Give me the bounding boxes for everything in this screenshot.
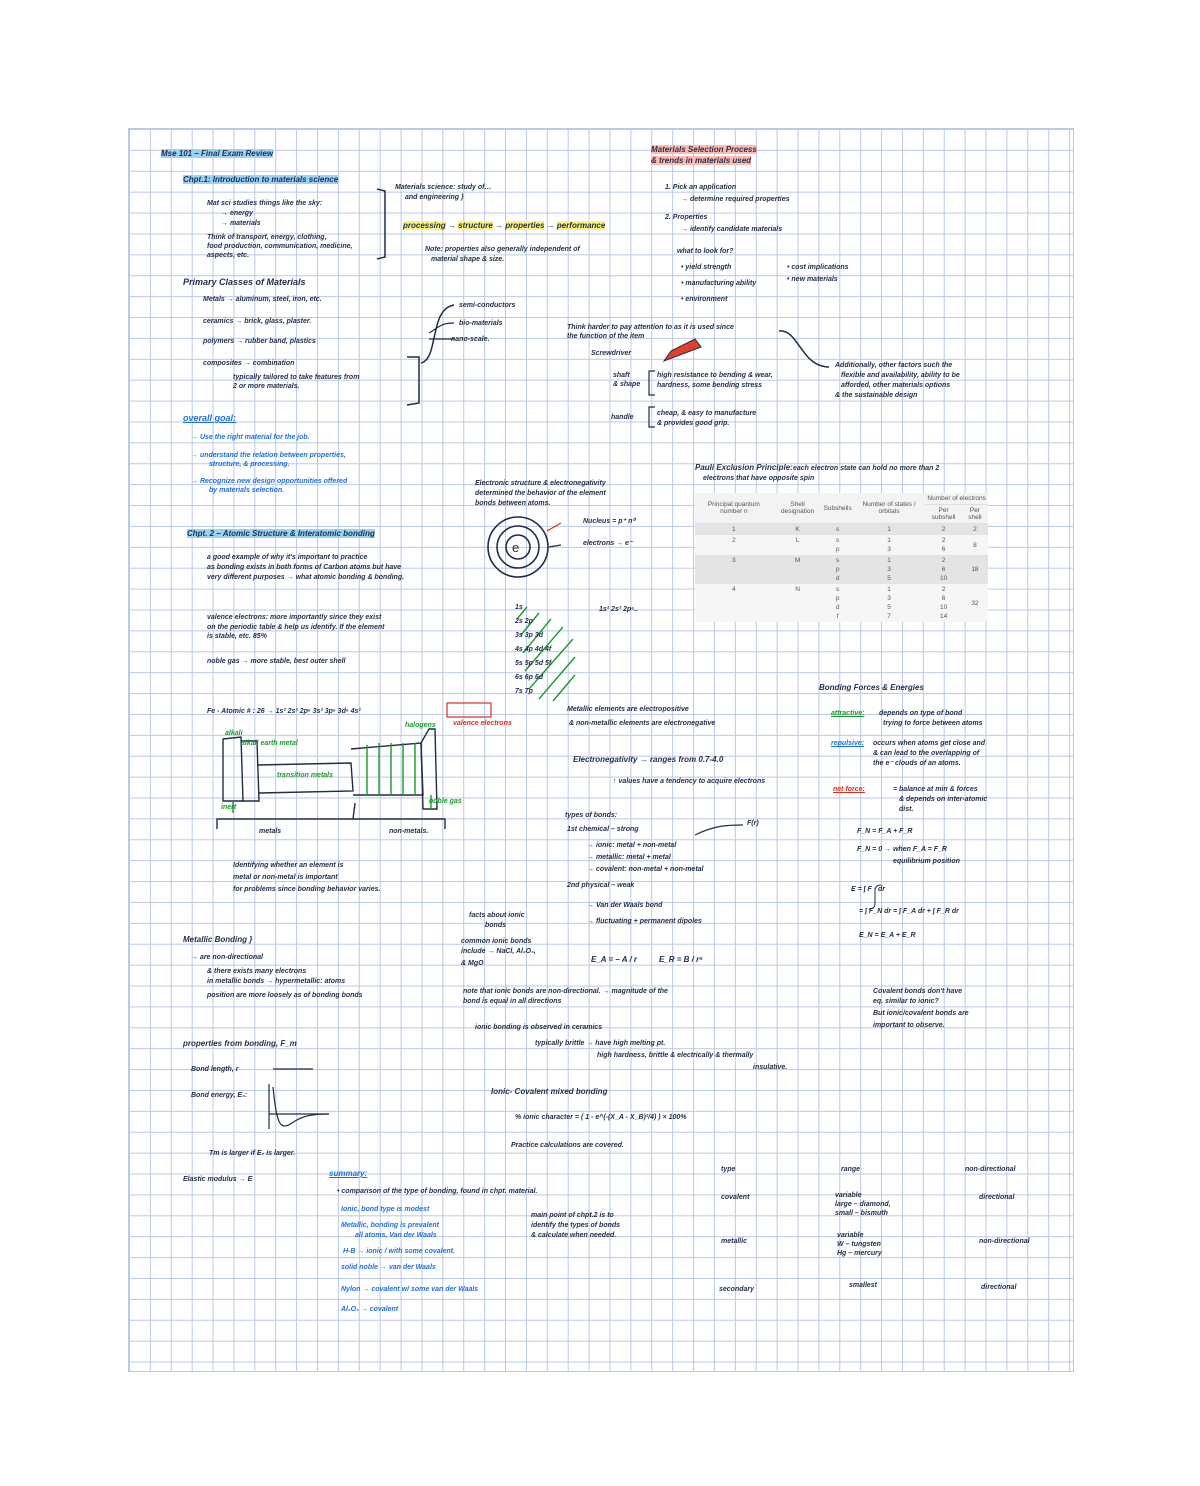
bond-energy-label: Bond energy, E₀: [191, 1092, 248, 1099]
identify-text: for problems since bonding behavior varies. [233, 886, 381, 893]
table-cell: 1 [853, 524, 926, 536]
screwdriver-label: Screwdriver [591, 350, 632, 357]
table-cell: 2 6 10 [925, 555, 962, 584]
chapter2-text: valence electrons: more importantly since they exist [207, 614, 382, 621]
periodic-label: noble gas [429, 798, 462, 805]
bond-table-cell: variable W – tungsten Hg – mercury [837, 1232, 882, 1257]
table-cell: s [823, 524, 853, 536]
primary-bond-item: → covalent: non-metal + non-metal [587, 866, 704, 873]
table-cell: 8 [962, 535, 988, 555]
selection-bullet: • environment [681, 296, 728, 303]
bond-table-header: type [721, 1166, 736, 1173]
properties-heading: properties from bonding, F_m [183, 1039, 297, 1048]
handle-text: cheap, & easy to manufacture [657, 410, 757, 417]
table-cell: 1 [695, 524, 773, 536]
electroneg-title: Electronegativity → ranges from 0.7-4.0 [573, 755, 724, 764]
table-cell: K [773, 524, 823, 536]
bond-energy-curve [269, 1069, 329, 1129]
table-row [695, 555, 988, 584]
periodic-label: alkali [225, 730, 243, 737]
summary-intro: • comparison of the type of bonding, found in chpt. material. [337, 1188, 538, 1195]
screwdriver-note: afforded, other materials options [841, 382, 951, 389]
chapter2-text: very different purposes → what atomic bonding & bonding. [207, 574, 405, 581]
selection-heading: Materials Selection Process [651, 145, 757, 154]
force-equation: equilibrium position [893, 858, 960, 865]
orbital-row: 5s 5p 5d 5f [515, 660, 552, 667]
primary-bond-item: → ionic: metal + non-metal [587, 842, 677, 849]
covalent-note: But ionic/covalent bonds are [873, 1010, 969, 1017]
periodic-label: transition metals [277, 772, 334, 779]
nondirectional-note: bond is equal in all directions [463, 998, 562, 1005]
repulsive-text: occurs when atoms get close and [873, 740, 986, 747]
attractive-label: attractive: [831, 710, 865, 717]
valence-label: valence electrons [453, 720, 512, 727]
class-item: composites → combination [203, 360, 295, 367]
note-line: Note: properties also generally independent of [425, 246, 580, 253]
metallic-line: & there exists many electrons [207, 968, 307, 975]
bond-table-cell: directional [981, 1284, 1017, 1291]
chapter2-text: a good example of why it's important to practice [207, 554, 368, 561]
secondary-bond-item: → Van der Waals bond [587, 902, 663, 909]
atom-config: 1s² 2s² 2p⁶.. [599, 606, 639, 613]
attractive-text: depends on type of bond [879, 710, 963, 717]
orbital-row: 6s 6p 6d [515, 674, 544, 681]
goal-item: → Use the right material for the job. [191, 434, 310, 441]
mixed-bonding-equation: % ionic character = ( 1 - e^(-(X_A - X_B)²/4) ) × 100% [515, 1114, 687, 1121]
class-item: typically tailored to take features from [233, 374, 360, 381]
net-force-text: = balance at min & forces [893, 786, 978, 793]
metallic-line: → are non-directional [191, 954, 263, 961]
goal-item: structure, & processing. [209, 461, 290, 468]
atom-caption: bonds between atoms. [475, 500, 551, 507]
table-cell: 1 3 5 [853, 555, 926, 584]
force-equation: F_N = 0 → when F_A = F_R [857, 846, 947, 853]
energy-equation: = ∫ F_N dr = ∫ F_A dr + ∫ F_R dr [859, 908, 959, 915]
class-item: Metals → aluminum, steel, iron, etc. [203, 296, 322, 303]
electroneg-line: Metallic elements are electropositive [567, 706, 689, 713]
elastic-modulus: Elastic modulus → E [183, 1176, 253, 1183]
grid-paper-sheet [128, 128, 1074, 1372]
table-cell: 2 6 10 14 [925, 584, 962, 622]
bond-table-header: non-directional [965, 1166, 1016, 1173]
table-cell: 4 [695, 584, 773, 622]
repulsive-text: & can lead to the overlapping of [873, 750, 980, 757]
summary-item: all atoms, Van der Waals [355, 1232, 437, 1239]
shaft-label: & shape [613, 381, 641, 388]
repulsive-label: repulsive: [831, 740, 865, 747]
pauli-col-header: Per shell [962, 505, 988, 524]
bond-table-cell: secondary [719, 1286, 755, 1293]
orbital-row: 3s 3p 3d [515, 632, 544, 639]
repulsive-energy: E_R = B / rⁿ [659, 955, 703, 964]
summary-side: main point of chpt.2 is to [531, 1212, 614, 1219]
handle-text: & provides good grip. [657, 420, 730, 427]
repulsive-text: the e⁻ clouds of an atoms. [873, 760, 961, 767]
force-equation: F_N = F_A + F_R [857, 828, 913, 835]
table-cell: s p [823, 535, 853, 555]
summary-item: H-B → ionic / with some covalent. [343, 1248, 456, 1255]
page-title: Mse 101 – Final Exam Review [161, 149, 274, 158]
summary-side: & calculate when needed. [531, 1232, 617, 1239]
periodic-label: inert [221, 804, 237, 811]
table-cell: 1 3 5 7 [853, 584, 926, 622]
table-cell: L [773, 535, 823, 555]
chapter2-text: as bonding exists in both forms of Carbon atoms but have [207, 564, 402, 571]
table-cell: s p d f [823, 584, 853, 622]
melting-note: Tm is larger if E₀ is larger. [209, 1150, 296, 1157]
definition-line: and engineering } [405, 194, 464, 201]
net-force-text: & depends on inter-atomic [899, 796, 988, 803]
svg-text:e: e [512, 540, 520, 555]
note-line: material shape & size. [431, 256, 505, 263]
bond-table-cell: covalent [721, 1194, 750, 1201]
bond-table-cell: non-directional [979, 1238, 1030, 1245]
bond-table-cell: variable large – diamond, small – bismuth [835, 1192, 891, 1217]
chapter2-heading: Chpt. 2 – Atomic Structure & Interatomic bonding [187, 529, 375, 538]
section1-line: food production, communication, medicine, [207, 243, 353, 250]
periodic-label: halogens [405, 722, 436, 729]
class-item: 2 or more materials. [233, 383, 300, 390]
shaft-text: hardness, some bending stress [657, 382, 763, 389]
pauli-col-header: Subshells [823, 493, 853, 524]
section1-line: → energy [221, 210, 253, 217]
summary-item: Al₂O₃ → covalent [341, 1306, 399, 1313]
table-cell: 2 [925, 524, 962, 536]
table-cell: 2 [962, 524, 988, 536]
pauli-col-header: Principal quantum number n [695, 493, 773, 524]
pauli-table [695, 493, 988, 622]
summary-item: Nylon → covalent w/ some van der Waals [341, 1286, 479, 1293]
bond-types-heading: types of bonds: [565, 812, 618, 819]
branch-item: nano-scale. [451, 336, 490, 343]
selection-step: 2. Properties [665, 214, 708, 221]
chapter2-text: is stable, etc. 85% [207, 633, 267, 640]
ionic-example: include → NaCl, Al₂O₃, [461, 948, 536, 955]
bond-table-cell: metallic [721, 1238, 748, 1245]
summary-item: Ionic, bond type is modest [341, 1206, 430, 1213]
identify-text: metal or non-metal is important [233, 874, 338, 881]
electron-label: electrons → e⁻ [583, 540, 633, 547]
screwdriver-intro: the function of the item [567, 333, 645, 340]
class-item: polymers → rubber band, plastics [203, 338, 316, 345]
selection-step: → determine required properties [681, 196, 790, 203]
definition-line: Materials science: study of… [395, 184, 492, 191]
table-row [695, 584, 988, 622]
nonmetals-label: non-metals. [389, 828, 429, 835]
ionic-facts-heading: bonds [485, 922, 506, 929]
metallic-heading: Metallic Bonding } [183, 935, 253, 944]
selection-step: 1. Pick an application [665, 184, 737, 191]
metals-label: metals [259, 828, 282, 835]
screwdriver-note: Additionally, other factors such the [835, 362, 953, 369]
chapter2-text: noble gas → more stable, best outer shell [207, 658, 346, 665]
table-cell: s p d [823, 555, 853, 584]
class-item: ceramics → brick, glass, plaster. [203, 318, 312, 325]
summary-item: solid noble → van der Waals [341, 1264, 436, 1271]
net-force-label: net force: [833, 786, 865, 793]
summary-item: Metallic, bonding is prevalent [341, 1222, 440, 1229]
table-cell: 1 3 [853, 535, 926, 555]
pauli-col-header: Shell designation [773, 493, 823, 524]
covalent-note: Covalent bonds don't have [873, 988, 963, 995]
selection-bullet: • new materials [787, 276, 838, 283]
table-cell: 3 [695, 555, 773, 584]
secondary-bonds: 2nd physical – weak [567, 882, 635, 889]
pauli-heading: Pauli Exclusion Principle: [695, 463, 793, 472]
section1-line: → materials [221, 220, 261, 227]
selection-bullet: • yield strength [681, 264, 732, 271]
electroneg-sub: ↑ values have a tendency to acquire electrons [613, 778, 766, 785]
overall-goal-heading: overall goal: [183, 413, 237, 423]
pauli-col-header: Per subshell [925, 505, 962, 524]
tetrahedron-chain: processing → structure → properties → performance [403, 221, 606, 230]
screwdriver-note: flexible and availability, ability to be [841, 372, 960, 379]
selection-step: → identify candidate materials [681, 226, 783, 233]
shaft-text: high resistance to bending & wear, [657, 372, 773, 379]
selection-bullet: • manufacturing ability [681, 280, 757, 287]
energy-equation: E = ∫ F · dr [851, 886, 886, 893]
brittle-note: typically brittle → have high melting pt. [535, 1040, 666, 1047]
practice-note: Practice calculations are covered. [511, 1142, 624, 1149]
bond-length-label: Bond length, r [191, 1066, 239, 1073]
chapter1-heading: Chpt.1: Introduction to materials science [183, 175, 339, 184]
goal-item: → Recognize new design opportunities offered [191, 478, 348, 485]
section1-line: Think of transport, energy, clothing, [207, 234, 327, 241]
orbital-row: 7s 7p [515, 688, 533, 695]
insulative-note: insulative. [753, 1064, 788, 1071]
electroneg-line: & non-metallic elements are electronegative [569, 720, 716, 727]
ionic-example: & MgO [461, 960, 484, 967]
force-figure-label: F(r) [747, 820, 759, 827]
orbital-row: 1s [515, 604, 523, 611]
section1-line: Mat sci studies things like the sky: [207, 200, 323, 207]
table-cell: 32 [962, 584, 988, 622]
table-row [695, 535, 988, 555]
orbital-row: 4s 4p 4d 4f [515, 646, 552, 653]
table-cell: 2 [695, 535, 773, 555]
classes-heading: Primary Classes of Materials [183, 277, 306, 287]
mixed-bonding-title: Ionic- Covalent mixed bonding [491, 1087, 608, 1096]
pauli-text: each electron state can hold no more than 2 [793, 465, 940, 472]
primary-bonds: 1st chemical – strong [567, 826, 639, 833]
screwdriver-note: & the sustainable design [835, 392, 918, 399]
energy-equation: E_N = E_A + E_R [859, 932, 916, 939]
metallic-line: in metallic bonds → hypermetallic: atoms [207, 978, 346, 985]
periodic-label: alkali earth metal [241, 740, 298, 747]
bonding-forces-heading: Bonding Forces & Energies [819, 683, 924, 692]
nondirectional-note: note that ionic bonds are non-directional. → magnitude of the [463, 988, 668, 995]
table-cell: 18 [962, 555, 988, 584]
screwdriver-intro: Think harder to pay attention to as it is used since [567, 324, 734, 331]
selection-heading: & trends in materials used [651, 156, 752, 165]
attractive-text: trying to force between atoms [883, 720, 983, 727]
covalent-note: eq. similar to ionic? [873, 998, 939, 1005]
orbital-row: 2s 2p [515, 618, 533, 625]
metallic-line: position are more loosely as of bonding bonds [207, 992, 363, 999]
ceramics-note: ionic bonding is observed in ceramics [475, 1024, 603, 1031]
table-cell: 2 6 [925, 535, 962, 555]
selection-bullet: • cost implications [787, 264, 849, 271]
pauli-text: electrons that have opposite spin [703, 475, 815, 482]
hardness-note: high hardness, brittle & electrically & thermally [597, 1052, 754, 1059]
handle-label: handle [611, 414, 634, 421]
bond-table-header: range [841, 1166, 861, 1173]
attractive-energy: E_A = – A / r [591, 955, 638, 964]
atom-caption: Electronic structure & electronegativity [475, 480, 606, 487]
primary-bond-item: → metallic: metal + metal [587, 854, 671, 861]
bond-table-cell: smallest [849, 1282, 878, 1289]
table-cell: M [773, 555, 823, 584]
pauli-group-header: Number of electrons [925, 493, 988, 505]
net-force-text: dist. [899, 806, 914, 813]
selection-question: what to look for? [677, 248, 734, 255]
branch-item: bio-materials [459, 320, 503, 327]
goal-item: → understand the relation between properties, [191, 452, 346, 459]
table-cell: N [773, 584, 823, 622]
table-row [695, 524, 988, 536]
covalent-note: important to observe. [873, 1022, 945, 1029]
goal-item: by materials selection. [209, 487, 285, 494]
section1-line: aspects, etc. [207, 252, 250, 259]
atom-diagram [488, 517, 561, 577]
identify-text: Identifying whether an element is [233, 862, 344, 869]
iron-config: Fe - Atomic # : 26 → 1s² 2s² 2p⁶ 3s² 3p⁶ 3d⁶ 4s² [207, 708, 361, 715]
ionic-example: common ionic bonds [461, 938, 532, 945]
branch-item: semi-conductors [459, 302, 516, 309]
bond-table-cell: directional [979, 1194, 1015, 1201]
pauli-col-header: Number of states / orbitals [853, 493, 926, 524]
summary-side: identify the types of bonds [531, 1222, 621, 1229]
secondary-bond-item: → fluctuating + permanent dipoles [587, 918, 702, 925]
atom-caption: determined the behavior of the element [475, 490, 606, 497]
summary-heading: summary: [329, 1169, 368, 1178]
shaft-label: shaft [613, 372, 630, 379]
ionic-facts-heading: facts about ionic [469, 912, 525, 919]
nucleus-label: Nucleus = p⁺ n⁰ [583, 518, 636, 525]
chapter2-text: on the periodic table & help us identify. If the element [207, 624, 385, 631]
